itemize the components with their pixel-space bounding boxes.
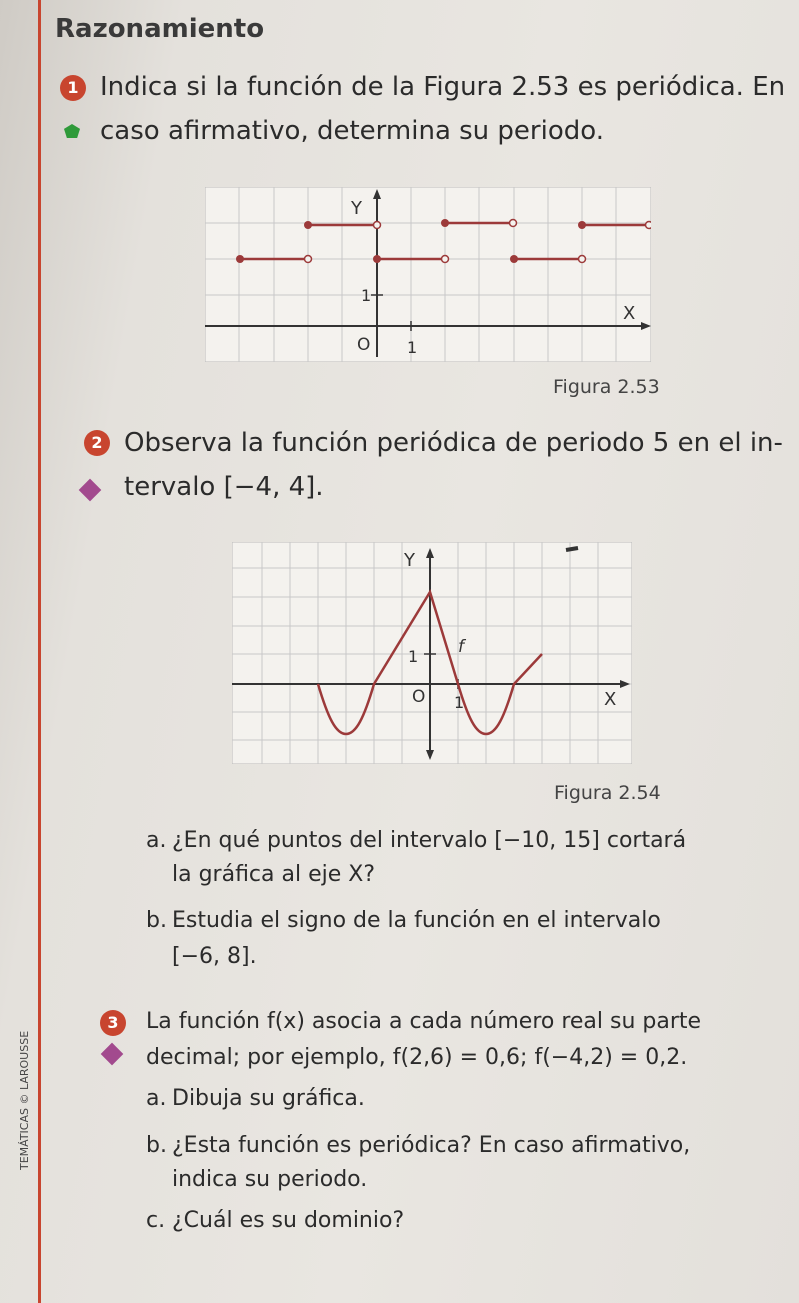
- question-3b-line-1: ¿Esta función es periódica? En caso afirmativo,: [172, 1133, 691, 1158]
- margin-line: [38, 0, 41, 1303]
- x-one-label: 1: [454, 693, 465, 712]
- origin-label: O: [412, 687, 426, 707]
- figure-2-54-caption: Figura 2.54: [554, 782, 661, 804]
- x-axis-label: X: [604, 689, 617, 710]
- question-3c-text: ¿Cuál es su dominio?: [172, 1208, 405, 1233]
- question-2a-letter: a.: [146, 828, 167, 853]
- x-one-label: 1: [407, 338, 418, 357]
- figure-2-54-graph: [232, 542, 632, 764]
- figure-2-53-graph: [205, 187, 651, 362]
- difficulty-purple-icon: [101, 1043, 124, 1066]
- question-2b-line-2: [−6, 8].: [172, 944, 257, 969]
- question-2b-letter: b.: [146, 908, 167, 933]
- section-heading: Razonamiento: [55, 14, 265, 44]
- difficulty-purple-icon: [79, 479, 102, 502]
- question-2a-line-2: la gráfica al eje X?: [172, 862, 376, 887]
- question-2-number: 2: [84, 430, 110, 456]
- question-3-number: 3: [100, 1010, 126, 1036]
- question-2a-line-1: ¿En qué puntos del intervalo [−10, 15] cortará: [172, 828, 687, 853]
- function-f-label: f: [458, 637, 464, 657]
- question-3c-letter: c.: [146, 1208, 166, 1233]
- question-2b-line-1: Estudia el signo de la función en el intervalo: [172, 908, 661, 933]
- side-copyright: TEMÁTICAS © LAROUSSE: [18, 1030, 31, 1170]
- question-1-number: 1: [60, 75, 86, 101]
- question-2-line-2: tervalo [−4, 4].: [124, 472, 324, 502]
- question-2-line-1: Observa la función periódica de periodo 5 en el in-: [124, 428, 783, 458]
- y-one-label: 1: [408, 647, 419, 666]
- difficulty-green-icon: [64, 124, 80, 138]
- figure-2-53-caption: Figura 2.53: [553, 376, 660, 398]
- question-1-line-2: caso afirmativo, determina su periodo.: [100, 116, 604, 146]
- question-3b-letter: b.: [146, 1133, 167, 1158]
- question-3a-letter: a.: [146, 1086, 167, 1111]
- y-one-label: 1: [361, 286, 372, 305]
- question-1-line-1: Indica si la función de la Figura 2.53 es periódica. En: [100, 72, 786, 102]
- x-axis-label: X: [623, 303, 636, 324]
- y-axis-label: Y: [404, 550, 415, 571]
- question-3a-text: Dibuja su gráfica.: [172, 1086, 365, 1111]
- question-3-line-1: La función f(x) asocia a cada número real su parte: [146, 1009, 702, 1034]
- origin-label: O: [357, 335, 371, 355]
- question-3b-line-2: indica su periodo.: [172, 1167, 368, 1192]
- y-axis-label: Y: [351, 198, 362, 219]
- question-3-line-2: decimal; por ejemplo, f(2,6) = 0,6; f(−4,2) = 0,2.: [146, 1045, 688, 1070]
